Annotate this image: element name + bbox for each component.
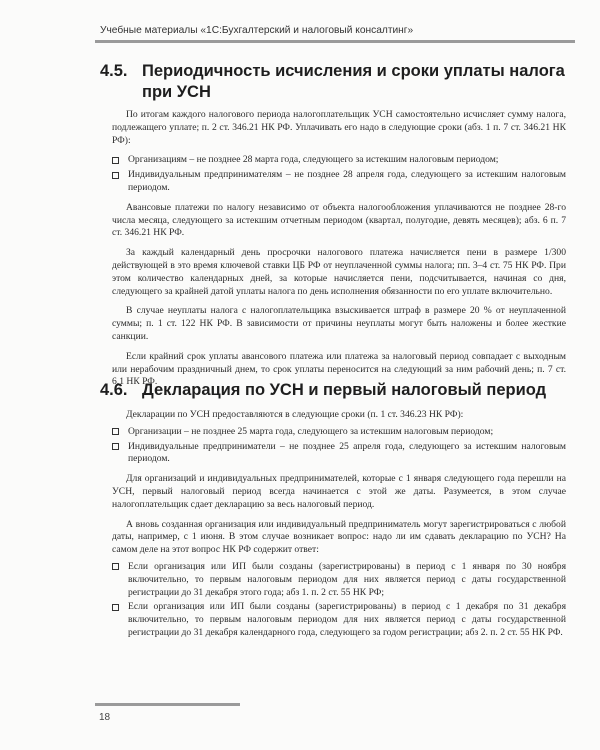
- bullet-list: [112, 561, 566, 640]
- bullet-list: [112, 426, 566, 466]
- checkbox-bullet-icon: [112, 563, 119, 570]
- paragraph: Авансовые платежи по налогу независимо от объекта налогообложения уплачиваются не позднее 28-го числа месяца, следующего за истекшим отчетным периодом (квартал, полугодие, девять месяцев); абз. 6 п. 7 ст. 346.21 НК РФ.: [112, 201, 566, 239]
- bullet-list: [112, 154, 566, 194]
- section-title-line1: Периодичность исчисления и сроки уплаты налога: [142, 62, 565, 80]
- checkbox-bullet-icon: [112, 443, 119, 450]
- list-item: Индивидуальные предприниматели – не позднее 25 апреля года, следующего за истекшим налоговым периодом.: [112, 441, 566, 467]
- paragraph: По итогам каждого налогового периода налогоплательщик УСН самостоятельно исчисляет сумму налога, подлежащего уплате; п. 2 ст. 346.21 НК РФ. Уплачивать его надо в следующие сроки (абз. 1 п. 7 ст. 346.21 НК РФ):: [112, 109, 566, 146]
- paragraph: А вновь созданная организация или индивидуальный предприниматель могут зарегистрироваться с любой даты, например, с 1 июня. В этом случае возникает вопрос: надо ли им сдавать декларацию по УСН? На самом деле на этот вопрос НК РФ содержит ответ:: [112, 518, 566, 556]
- section-number: 4.6.: [100, 381, 128, 399]
- section-4-6-body: [112, 409, 566, 647]
- section-number: 4.5.: [100, 62, 128, 80]
- section-4-6-heading: [100, 380, 546, 401]
- paragraph: За каждый календарный день просрочки налогового платежа начисляется пени в размере 1/300 действующей в это время ключевой ставки ЦБ РФ от неуплаченной суммы налога; пп. 3–4 ст. 75 НК РФ. При этом количество календарных дней, за которые начисляется пени, подсчитывается, начиная со дня, следующего за крайней датой уплаты налога по день исполнения обязанности по его уплате включительно.: [112, 247, 566, 297]
- footer-rule: [95, 703, 240, 706]
- checkbox-bullet-icon: [112, 604, 119, 611]
- section-title: Декларация по УСН и первый налоговый период: [142, 381, 547, 399]
- list-item: Организации – не позднее 25 марта года, следующего за истекшим налоговым периодом;: [112, 426, 566, 439]
- section-4-5-body: [112, 109, 566, 396]
- checkbox-bullet-icon: [112, 428, 119, 435]
- list-item: Если организация или ИП были созданы (зарегистрированы) в период с 1 декабря по 31 декабря включительно, то первым налоговым периодом для них является период с даты государственной регистрации до 31 декабря календарного года, следующего за годом регистрации; абз 2. п. 2 ст. 55 НК РФ.: [112, 601, 566, 639]
- list-item: Индивидуальным предпринимателям – не позднее 28 апреля года, следующего за истекшим налоговым периодом.: [112, 169, 566, 195]
- running-header: Учебные материалы «1С:Бухгалтерский и налоговый консалтинг»: [100, 25, 414, 36]
- paragraph: Для организаций и индивидуальных предпринимателей, которые с 1 января следующего года перешли на УСН, первый налоговый период всегда начинается с этой же даты. Разумеется, в этом случае налогоплательщик сдает декларацию за весь налоговый период.: [112, 473, 566, 510]
- paragraph: В случае неуплаты налога с налогоплательщика взыскивается штраф в размере 20 % от неуплаченной суммы; п. 1 ст. 122 НК РФ. В зависимости от причины неуплаты могут быть наложены и более жесткие санкции.: [112, 305, 566, 342]
- header-rule: [95, 40, 575, 43]
- list-item: Если организация или ИП были созданы (зарегистрированы) в период с 1 января по 30 ноября включительно, то первым налоговым периодом для них является период с даты государственной регистрации до 31 декабря этого года; абз 1. п. 2 ст. 55 НК РФ;: [112, 561, 566, 599]
- checkbox-bullet-icon: [112, 172, 119, 179]
- page-number: 18: [99, 712, 111, 723]
- list-item: Организациям – не позднее 28 марта года, следующего за истекшим налоговым периодом;: [112, 154, 566, 167]
- section-title-line2: при УСН: [142, 83, 211, 101]
- paragraph: Если крайний срок уплаты авансового платежа или платежа за налоговый период совпадает с выходным или нерабочим праздничный днем, то срок уплаты переносится на следующий за ним рабочий день; п. 7 ст. 6.1 НК РФ.: [112, 350, 566, 388]
- checkbox-bullet-icon: [112, 157, 119, 164]
- paragraph: Декларации по УСН предоставляются в следующие сроки (п. 1 ст. 346.23 НК РФ):: [126, 409, 464, 420]
- section-4-5-heading: [100, 61, 565, 103]
